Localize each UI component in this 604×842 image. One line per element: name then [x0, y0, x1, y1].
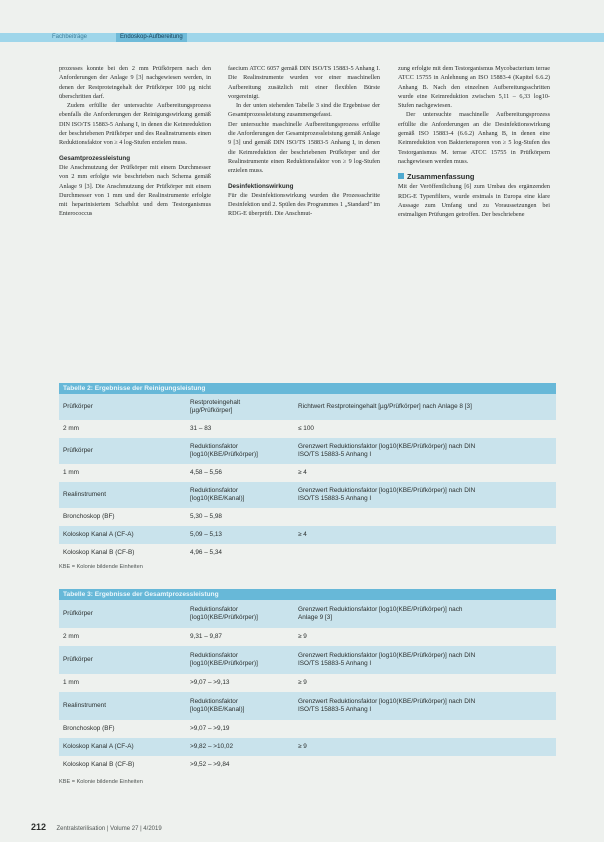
paragraph: Mit der Veröffentlichung [6] zum Umbau des ergänzenden RDG-E Typenfilters, wurde erstmals in Europa eine klare Aussage zum Umfang und zu Voraussetzungen bei erstmaligen Prüfungen getroffen. Der beschriebene	[398, 183, 550, 219]
table-cell	[190, 756, 229, 774]
cell-text: Anlage 9 [3]	[298, 614, 333, 621]
paragraph: Der untersuchte maschinelle Aufbereitungsprozess erfüllte die Anforderungen an die Desinfektionswirkung gemäß ISO 15883-4 (6.6.2) Anhang B, in denen eine Keimreduktion von Bakteriensporen von ≥ 5 log-Stufen des Testorganismus M. terrae ATCC 15755 in Prüfkörpern nachgewiesen werden muss.	[398, 111, 550, 165]
cell-text: [log10(KBE/Prüfkörper)]	[190, 614, 258, 621]
cell-text: Grenzwert Reduktionsfaktor [log10(KBE/Prüfkörper)] nach DIN	[298, 651, 476, 659]
table-cell	[298, 692, 475, 720]
table-cell	[190, 646, 258, 674]
page-footer	[31, 817, 162, 835]
cell-text: 4,58 – 5,56	[190, 468, 222, 476]
cell-text: [log10(KBE/Kanal)]	[190, 495, 245, 502]
cell-text: ≥ 9	[298, 678, 307, 686]
paragraph: Zudem erfüllte der untersuchte Aufbereitungsprozess ebenfalls die Anforderungen der Reinigungswirkung gemäß DIN ISO/TS 15883-5 Anhang I, in denen die Keimreduktion der beschriebenen Prüfkörper und des Realinstruments einen Reduktionsfaktor von ≥ 4 log-Stufen erzielen muss.	[59, 102, 211, 147]
cell-text: >9,07 – >9,13	[190, 678, 230, 686]
table-cell	[63, 464, 79, 482]
table-cell	[63, 720, 115, 738]
cell-text: Koloskop Kanal B (CF-B)	[63, 548, 135, 556]
cell-text: ≥ 4	[298, 530, 307, 538]
table-cell	[298, 394, 472, 420]
table-cell	[190, 508, 222, 526]
table-row	[59, 438, 556, 464]
cell-text: Realinstrument	[63, 701, 106, 709]
table-cell	[298, 628, 307, 646]
cell-text: Prüfkörper	[63, 655, 93, 663]
text-column-1	[59, 64, 211, 219]
table-row	[59, 482, 556, 508]
table-cell	[63, 394, 93, 420]
table-row	[59, 692, 556, 720]
cell-text: Prüfkörper	[63, 402, 93, 410]
cell-text: 9,31 – 9,87	[190, 632, 222, 640]
section-heading-text: Zusammenfassung	[407, 172, 475, 182]
cell-text: 5,09 – 5,13	[190, 530, 222, 538]
cell-text: Koloskop Kanal B (CF-B)	[63, 760, 135, 768]
table-cell	[63, 674, 79, 692]
cell-text: Reduktionsfaktor	[190, 697, 238, 705]
cell-text: [log10(KBE/Kanal)]	[190, 706, 245, 713]
paragraph: Für die Desinfektionswirkung wurden die Prozessschritte Desinfektion und 2. Spülen des Programmes 1 „Standard" im RDG-E überprüft. Die Anschmut-	[228, 191, 380, 218]
table-caption: Tabelle 2: Ergebnisse der Reinigungsleistung	[59, 383, 556, 394]
cell-text: Koloskop Kanal A (CF-A)	[63, 530, 134, 538]
cell-text: 4,96 – 5,34	[190, 548, 222, 556]
cell-text: ≥ 9	[298, 632, 307, 640]
cell-text: Reduktionsfaktor	[190, 651, 238, 659]
results-table-3	[59, 589, 556, 774]
cell-text: Grenzwert Reduktionsfaktor [log10(KBE/Prüfkörper)] nach DIN	[298, 442, 476, 450]
cell-text: 2 mm	[63, 424, 79, 432]
cell-text: [log10(KBE/Prüfkörper)]	[190, 451, 258, 458]
cell-text: 2 mm	[63, 632, 79, 640]
cell-text: Reduktionsfaktor	[190, 442, 238, 450]
cell-text: Realinstrument	[63, 490, 106, 498]
table-cell	[63, 600, 93, 628]
cell-text: ISO/TS 15883-5 Anhang I	[298, 706, 372, 713]
cell-text: Reduktionsfaktor	[190, 605, 238, 613]
cell-text: >9,07 – >9,19	[190, 724, 230, 732]
cell-text: Richtwert Restproteingehalt [µg/Prüfkörper] nach Anlage 8 [3]	[298, 402, 472, 410]
table-footnote: KBE = Kolonie bildende Einheiten	[59, 564, 143, 570]
table-cell	[63, 482, 106, 508]
page-number: 212	[31, 822, 47, 832]
table-row	[59, 646, 556, 674]
cell-text: 1 mm	[63, 468, 79, 476]
table-cell	[190, 692, 244, 720]
table-cell	[298, 674, 307, 692]
table-cell	[63, 646, 93, 674]
table-cell	[190, 628, 222, 646]
header-strip	[0, 33, 604, 42]
section-heading: Gesamtprozessleistung	[59, 154, 131, 162]
table-row	[59, 508, 556, 526]
table-cell	[63, 738, 134, 756]
table-cell	[190, 482, 244, 508]
table-row	[59, 420, 556, 438]
cell-text: Bronchoskop (BF)	[63, 512, 115, 520]
table-cell	[298, 482, 475, 508]
table-row	[59, 544, 556, 562]
table-cell	[190, 544, 222, 562]
cell-text: Koloskop Kanal A (CF-A)	[63, 742, 134, 750]
table-cell	[63, 438, 93, 464]
table-cell	[190, 394, 240, 420]
table-row	[59, 628, 556, 646]
header-title: Endoskop-Aufbereitung	[116, 33, 187, 42]
paragraph: Die Anschmutzung der Prüfkörper mit einem Durchmesser von 2 mm erfolgte wie beschrieben nach Schema gemäß Anlage 9 [3]. Die Anschmutzung der Prüfkörper mit einem Durchmesser von 1 mm und der Realinstrumente erfolgte mit heparinisiertem Schafblut und dem Testorganismus Enterococcus	[59, 163, 211, 218]
table-row	[59, 720, 556, 738]
table-cell	[190, 526, 222, 544]
text-column-3	[398, 64, 550, 219]
paragraph: In der unten stehenden Tabelle 3 sind die Ergebnisse der Gesamtprozessleistung zusammengefasst.	[228, 102, 380, 119]
table-cell	[190, 420, 211, 438]
cell-text: ≥ 9	[298, 742, 307, 750]
table-cell	[63, 420, 79, 438]
table-cell	[63, 756, 134, 774]
table-caption: Tabelle 3: Ergebnisse der Gesamtprozessleistung	[59, 589, 556, 600]
table-cell	[298, 646, 475, 674]
paragraph: faecium ATCC 6057 gemäß DIN ISO/TS 15883-5 Anhang I. Die Realinstrumente wurden vor einer maschinellen Aufbereitung zusätzlich mit einer flexiblen Bürste vorgereinigt.	[228, 65, 380, 100]
cell-text: Prüfkörper	[63, 446, 93, 454]
table-cell	[298, 738, 307, 756]
table-cell	[298, 420, 314, 438]
cell-text: ISO/TS 15883-5 Anhang I	[298, 660, 372, 667]
table-cell	[298, 464, 307, 482]
table-cell	[63, 628, 79, 646]
table-cell	[190, 674, 229, 692]
table-row	[59, 738, 556, 756]
cell-text: Grenzwert Reduktionsfaktor [log10(KBE/Prüfkörper)] nach DIN	[298, 486, 476, 494]
table-cell	[190, 600, 258, 628]
table-cell	[298, 526, 307, 544]
table-row	[59, 600, 556, 628]
cell-text: >9,52 – >9,84	[190, 760, 230, 768]
table-cell	[298, 438, 475, 464]
table-cell	[190, 438, 258, 464]
journal-citation: Zentralsterilisation | Volume 27 | 4/2019	[56, 826, 162, 832]
table-row	[59, 674, 556, 692]
cell-text: 1 mm	[63, 678, 79, 686]
table-row	[59, 756, 556, 774]
cell-text: Restproteingehalt	[190, 398, 241, 406]
square-bullet-icon	[398, 173, 404, 179]
table-cell	[190, 720, 229, 738]
cell-text: 31 – 83	[190, 424, 212, 432]
cell-text: Grenzwert Reduktionsfaktor [log10(KBE/Prüfkörper)] nach	[298, 605, 463, 613]
section-heading: Desinfektionswirkung	[228, 182, 294, 190]
results-table-2	[59, 383, 556, 562]
paragraph: prozesses konnte bei den 2 mm Prüfkörpern nach den Anforderungen der Anlage 9 [3] nachgewiesen werden, in denen der Restproteingehalt der Prüfkörper 100 µg nicht überschritten darf.	[59, 65, 211, 100]
cell-text: Reduktionsfaktor	[190, 486, 238, 494]
text-column-2	[228, 64, 380, 219]
table-row	[59, 394, 556, 420]
cell-text: [µg/Prüfkörper]	[190, 407, 233, 414]
cell-text: ISO/TS 15883-5 Anhang I	[298, 451, 372, 458]
table-cell	[63, 508, 115, 526]
table-cell	[298, 600, 462, 628]
paragraph: Der untersuchte maschinelle Aufbereitungsprozess erfüllte die Anforderungen der Gesamtprozessleistung gemäß Anlage 9 [3] und gemäß DIN ISO/TS 15883-5 Anhang I, in denen die Keimreduktion der beschriebenen Prüfkörper und der Realinstrumente einen Reduktionsfaktor von ≥ 9 log-Stufen erzielen muss.	[228, 120, 380, 175]
cell-text: ≤ 100	[298, 424, 314, 432]
cell-text: 5,30 – 5,98	[190, 512, 222, 520]
table-cell	[63, 544, 134, 562]
cell-text: Grenzwert Reduktionsfaktor [log10(KBE/Prüfkörper)] nach DIN	[298, 697, 476, 705]
cell-text: [log10(KBE/Prüfkörper)]	[190, 660, 258, 667]
cell-text: ISO/TS 15883-5 Anhang I	[298, 495, 372, 502]
table-cell	[190, 738, 233, 756]
cell-text: >9,82 – >10,02	[190, 742, 233, 750]
table-cell	[190, 464, 222, 482]
table-footnote: KBE = Kolonie bildende Einheiten	[59, 779, 143, 785]
table-cell	[63, 692, 106, 720]
table-cell	[63, 526, 134, 544]
cell-text: ≥ 4	[298, 468, 307, 476]
table-row	[59, 464, 556, 482]
paragraph: zung erfolgte mit dem Testorganismus Mycobacterium terrae ATCC 15755 in Anlehnung an ISO 15883-4 (Kapitel 6.6.2) Anhang B. Nach den einzelnen Aufbereitungsschritten wurde eine Keimreduktion zwischen 5,11 – 6,33 log10-Stufen nachgewiesen.	[398, 65, 550, 110]
table-row	[59, 526, 556, 544]
header-section: Fachbeiträge	[52, 34, 88, 40]
section-heading	[398, 172, 550, 182]
cell-text: Prüfkörper	[63, 609, 93, 617]
cell-text: Bronchoskop (BF)	[63, 724, 115, 732]
